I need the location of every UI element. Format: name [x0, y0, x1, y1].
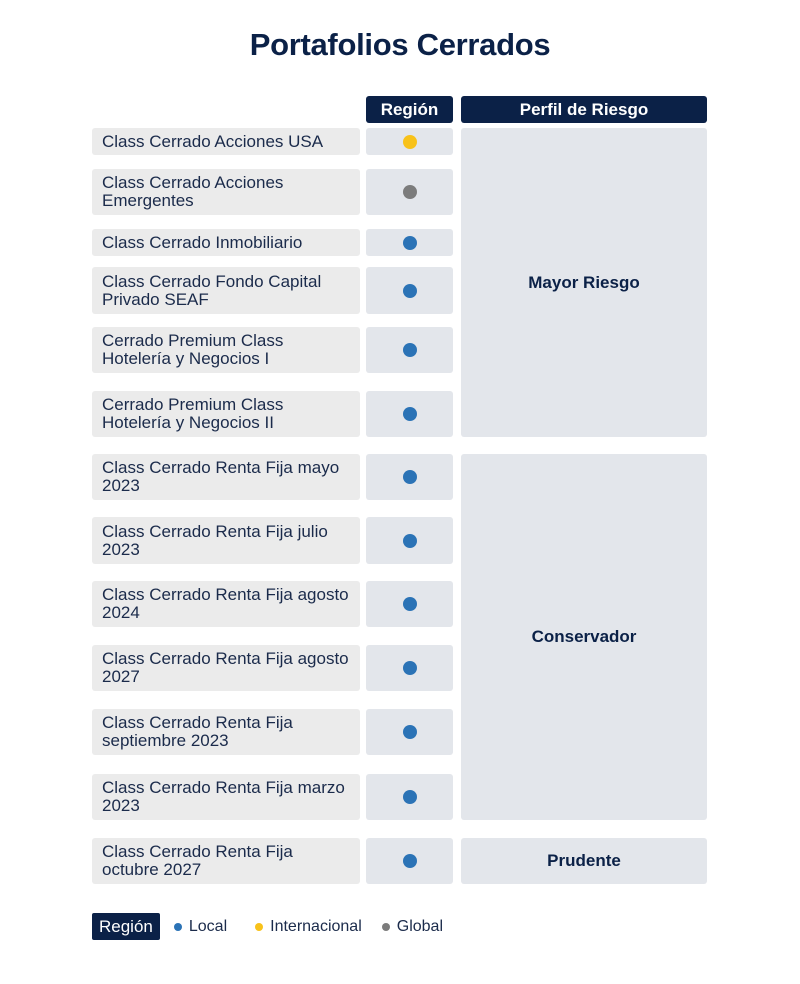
region-dot-icon — [403, 597, 417, 611]
fund-name: Class Cerrado Renta Fija agosto 2027 — [102, 649, 349, 686]
local-dot-icon — [174, 923, 182, 931]
fund-name: Cerrado Premium Class Hotelería y Negocios II — [102, 395, 284, 432]
region-dot-icon — [403, 135, 417, 149]
legend-item-global — [382, 918, 443, 936]
fund-name-cell — [92, 229, 360, 256]
fund-name-cell — [92, 267, 360, 314]
fund-name: Class Cerrado Renta Fija octubre 2027 — [102, 842, 293, 879]
fund-name: Cerrado Premium Class Hotelería y Negocios I — [102, 331, 284, 368]
region-dot-icon — [403, 343, 417, 357]
fund-name-cell — [92, 454, 360, 500]
fund-name: Class Cerrado Acciones USA — [102, 131, 324, 151]
global-dot-icon — [382, 923, 390, 931]
region-dot-icon — [403, 790, 417, 804]
region-cell — [366, 267, 453, 314]
fund-name: Class Cerrado Fondo Capital Privado SEAF — [102, 271, 322, 309]
region-dot-icon — [403, 470, 417, 484]
legend-label: Global — [396, 917, 443, 935]
fund-name: Class Cerrado Renta Fija mayo 2023 — [102, 458, 340, 495]
fund-name-cell — [92, 128, 360, 155]
legend-label: Local — [188, 917, 228, 935]
region-cell — [366, 327, 453, 373]
region-cell — [366, 454, 453, 500]
profile-conservador — [461, 454, 707, 820]
fund-name-cell — [92, 838, 360, 884]
region-dot-icon — [403, 185, 417, 199]
page-title: Portafolios Cerrados — [249, 27, 551, 62]
region-dot-icon — [403, 407, 417, 421]
fund-name-cell — [92, 391, 360, 437]
fund-name-cell — [92, 517, 360, 564]
fund-name: Class Cerrado Inmobiliario — [102, 232, 303, 252]
internacional-dot-icon — [255, 923, 263, 931]
region-cell — [366, 128, 453, 155]
region-dot-icon — [403, 854, 417, 868]
region-column-header: Región — [366, 96, 453, 123]
region-cell — [366, 169, 453, 215]
region-cell — [366, 581, 453, 627]
region-cell — [366, 838, 453, 884]
legend-label: Internacional — [270, 917, 362, 935]
region-cell — [366, 229, 453, 256]
region-dot-icon — [403, 284, 417, 298]
profile-label: Mayor Riesgo — [528, 272, 640, 292]
fund-name-cell — [92, 774, 360, 820]
region-cell — [366, 709, 453, 755]
perfil-column-header: Perfil de Riesgo — [461, 96, 707, 123]
profile-prudente — [461, 838, 707, 884]
legend-item-internacional — [255, 918, 362, 936]
fund-name-cell — [92, 709, 360, 755]
profile-label: Prudente — [547, 851, 621, 870]
region-dot-icon — [403, 661, 417, 675]
region-cell — [366, 517, 453, 564]
profile-label: Conservador — [531, 627, 637, 646]
fund-name: Class Cerrado Renta Fija marzo 2023 — [102, 778, 345, 815]
region-dot-icon — [403, 534, 417, 548]
fund-name-cell — [92, 169, 360, 215]
region-dot-icon — [403, 725, 417, 739]
fund-name-cell — [92, 645, 360, 691]
fund-name-cell — [92, 327, 360, 373]
region-cell — [366, 391, 453, 437]
fund-name: Class Cerrado Renta Fija agosto 2024 — [102, 585, 349, 622]
fund-name: Class Cerrado Acciones Emergentes — [102, 173, 284, 210]
region-cell — [366, 774, 453, 820]
profile-mayor-riesgo — [461, 128, 707, 437]
fund-name: Class Cerrado Renta Fija septiembre 2023 — [102, 713, 293, 750]
legend — [92, 913, 443, 940]
fund-name-cell — [92, 581, 360, 627]
legend-item-local — [174, 918, 227, 936]
legend-title: Región — [92, 913, 160, 940]
region-cell — [366, 645, 453, 691]
region-dot-icon — [403, 236, 417, 250]
fund-name: Class Cerrado Renta Fija julio 2023 — [102, 521, 328, 559]
